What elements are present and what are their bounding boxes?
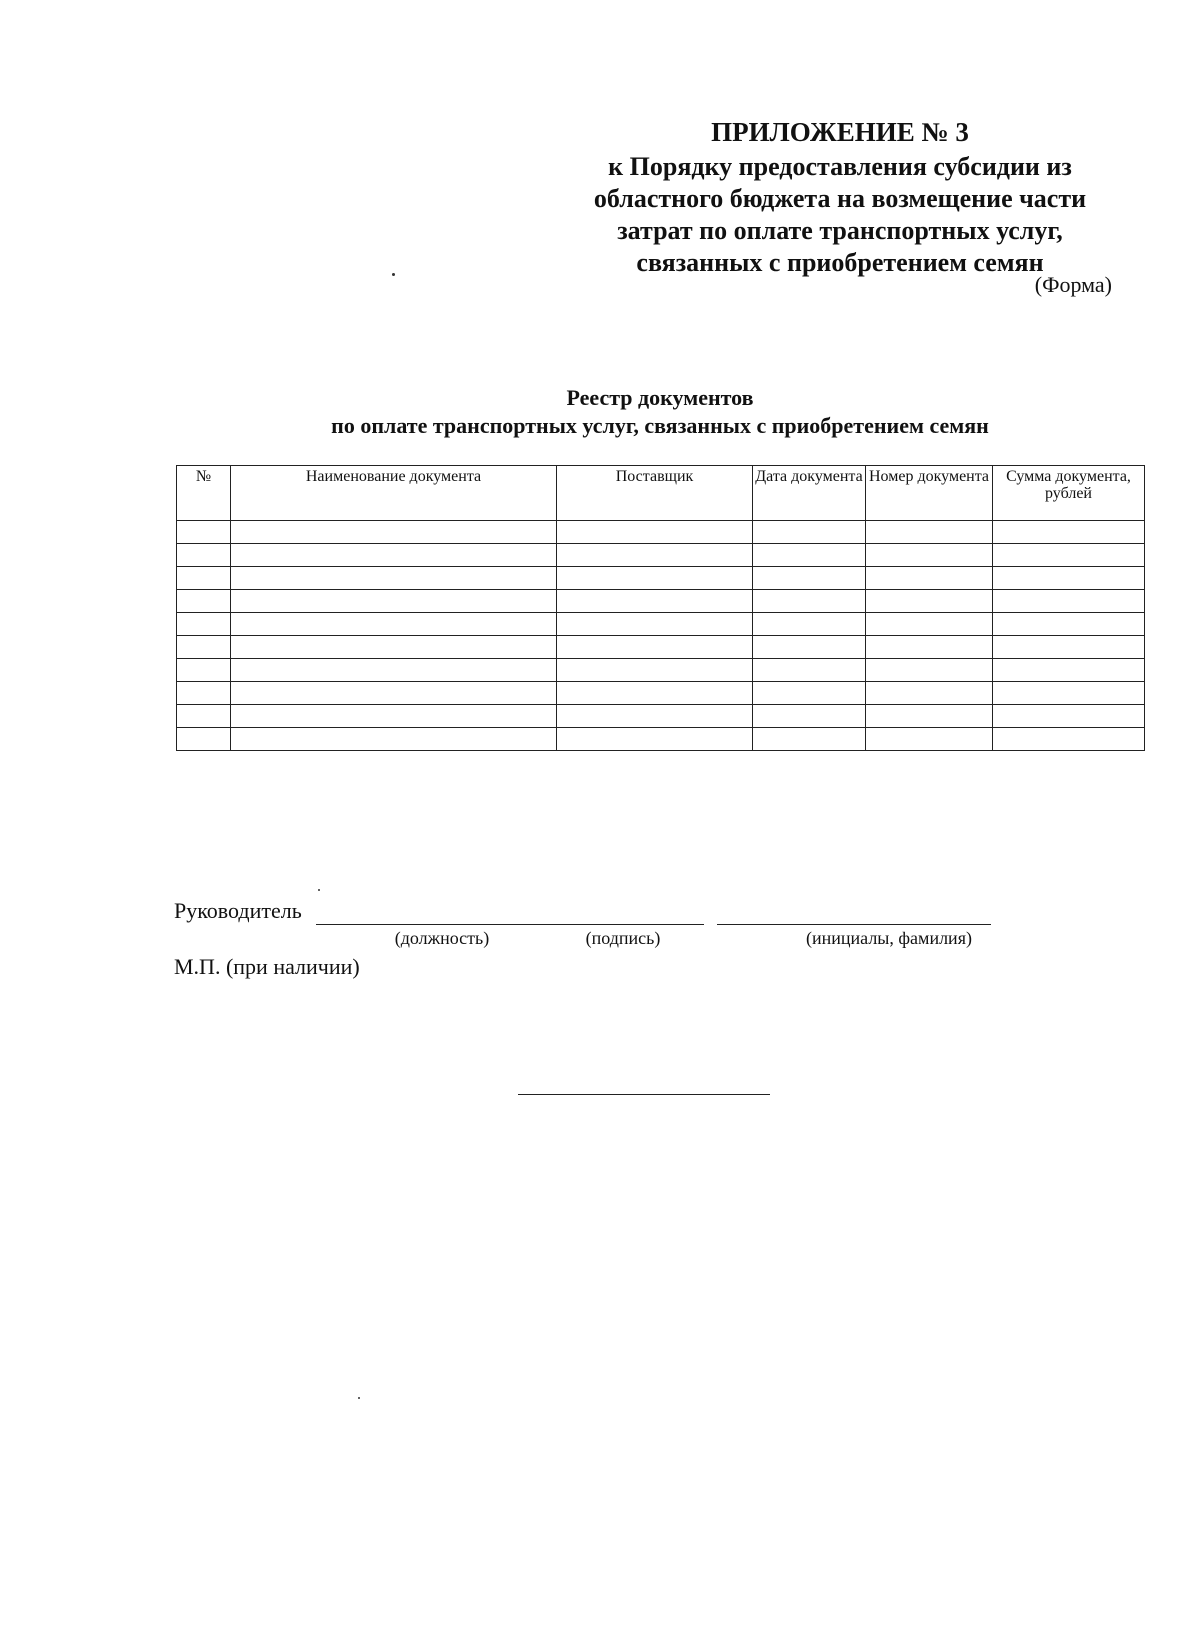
position-line	[316, 924, 548, 925]
table-cell	[753, 728, 866, 751]
signature-caption: (подпись)	[585, 928, 661, 948]
table-row	[177, 659, 1145, 682]
table-cell	[231, 659, 557, 682]
appendix-line-4: связанных с приобретением семян	[636, 248, 1044, 277]
table-cell	[866, 728, 993, 751]
table-row	[177, 590, 1145, 613]
table-row	[177, 521, 1145, 544]
table-row	[177, 728, 1145, 751]
table-row	[177, 613, 1145, 636]
column-header-document-name: Наименование документа	[231, 466, 557, 521]
table-cell	[557, 728, 753, 751]
table-cell	[557, 590, 753, 613]
registry-table	[176, 465, 1145, 751]
table-cell	[177, 613, 231, 636]
table-cell	[866, 544, 993, 567]
position-caption: (должность)	[394, 928, 490, 948]
table-cell	[866, 613, 993, 636]
table-cell	[993, 659, 1145, 682]
scan-speck	[318, 889, 320, 891]
table-cell	[993, 728, 1145, 751]
table-cell	[557, 613, 753, 636]
table-cell	[557, 636, 753, 659]
table-cell	[557, 521, 753, 544]
registry-title	[180, 384, 1140, 440]
table-cell	[866, 659, 993, 682]
name-caption: (инициалы, фамилия)	[806, 928, 972, 948]
end-rule	[518, 1094, 770, 1095]
table-cell	[231, 728, 557, 751]
scan-speck	[358, 1397, 360, 1399]
column-header-document-number: Номер документа	[866, 466, 993, 521]
appendix-title: ПРИЛОЖЕНИЕ № 3	[711, 117, 969, 147]
registry-title-line-2: по оплате транспортных услуг, связанных с приобретением семян	[331, 413, 989, 438]
table-cell	[177, 682, 231, 705]
table-cell	[231, 705, 557, 728]
table-cell	[231, 613, 557, 636]
table-cell	[231, 636, 557, 659]
table-cell	[177, 590, 231, 613]
table-cell	[557, 544, 753, 567]
table-cell	[177, 544, 231, 567]
table-cell	[231, 544, 557, 567]
table-cell	[866, 521, 993, 544]
table-cell	[993, 613, 1145, 636]
table-cell	[993, 705, 1145, 728]
table-cell	[177, 521, 231, 544]
stamp-label: М.П. (при наличии)	[174, 954, 360, 979]
registry-title-line-1: Реестр документов	[566, 385, 754, 410]
table-cell	[753, 682, 866, 705]
table-cell	[866, 636, 993, 659]
table-cell	[993, 682, 1145, 705]
table-cell	[177, 659, 231, 682]
table-cell	[753, 567, 866, 590]
table-cell	[993, 590, 1145, 613]
table-cell	[753, 705, 866, 728]
head-label: Руководитель	[174, 898, 302, 923]
table-row	[177, 567, 1145, 590]
appendix-line-3: затрат по оплате транспортных услуг,	[617, 216, 1063, 245]
column-header-document-date: Дата документа	[753, 466, 866, 521]
table-cell	[753, 521, 866, 544]
table-row	[177, 682, 1145, 705]
table-cell	[177, 705, 231, 728]
table-row	[177, 636, 1145, 659]
table-cell	[177, 567, 231, 590]
table-cell	[231, 590, 557, 613]
table-cell	[177, 728, 231, 751]
table-cell	[993, 544, 1145, 567]
table-cell	[866, 705, 993, 728]
table-row	[177, 705, 1145, 728]
column-header-number: №	[177, 466, 231, 521]
table-cell	[231, 682, 557, 705]
appendix-line-2: областного бюджета на возмещение части	[593, 184, 1087, 213]
table-cell	[753, 659, 866, 682]
table-cell	[866, 682, 993, 705]
column-header-supplier: Поставщик	[557, 466, 753, 521]
table-cell	[557, 705, 753, 728]
table-cell	[753, 636, 866, 659]
signature-line	[540, 924, 704, 925]
table-cell	[177, 636, 231, 659]
table-cell	[557, 659, 753, 682]
name-line	[717, 924, 991, 925]
table-cell	[993, 567, 1145, 590]
signature-block	[174, 898, 1024, 988]
column-header-document-amount: Сумма документа, рублей	[993, 466, 1145, 521]
table-cell	[753, 544, 866, 567]
table-cell	[866, 567, 993, 590]
table-row	[177, 544, 1145, 567]
table-header-row	[177, 466, 1145, 521]
table-cell	[866, 590, 993, 613]
table-cell	[231, 521, 557, 544]
table-cell	[231, 567, 557, 590]
table-cell	[557, 567, 753, 590]
table-cell	[753, 590, 866, 613]
table-cell	[557, 682, 753, 705]
table-cell	[993, 521, 1145, 544]
table-cell	[993, 636, 1145, 659]
appendix-line-1: к Порядку предоставления субсидии из	[608, 152, 1072, 181]
form-mark: (Форма)	[1034, 272, 1112, 297]
scan-speck	[392, 273, 395, 276]
appendix-header	[560, 115, 1120, 279]
table-cell	[753, 613, 866, 636]
table-body	[177, 521, 1145, 751]
